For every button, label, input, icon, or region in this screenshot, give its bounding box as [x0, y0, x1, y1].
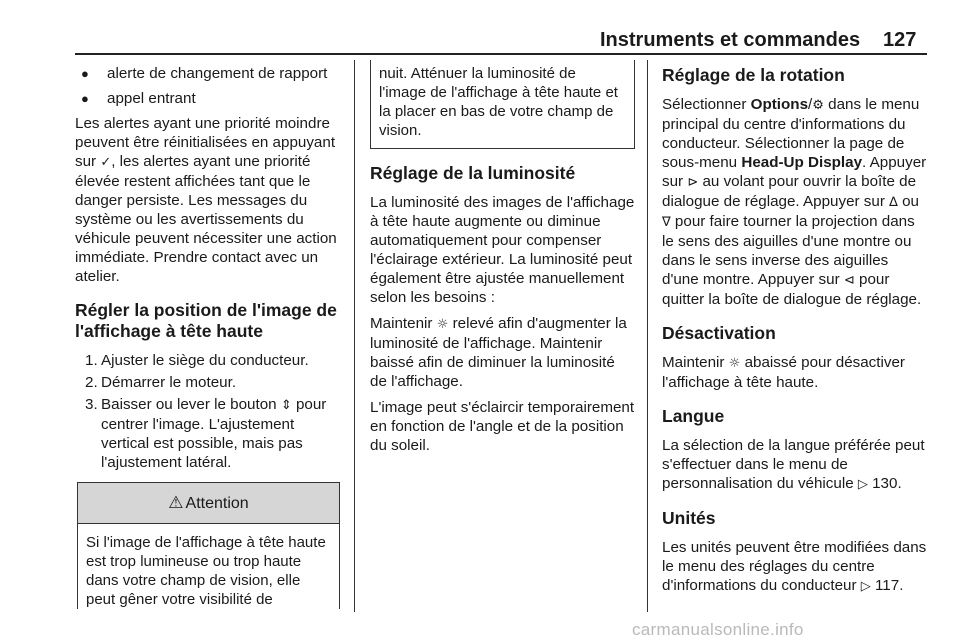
column-divider [647, 60, 648, 612]
attention-box-continued: nuit. Atténuer la luminosité de l'image de l'affichage à tête haute et la placer en bas de votre champ de vision. [370, 60, 635, 149]
list-item: 3. Baisser ou lever le bouton ⇕ pour centrer l'image. L'ajustement vertical est possible, mais pas l'ajustement latéral. [85, 396, 327, 471]
attention-title: Attention [185, 495, 249, 512]
text: Les alertes ayant une priorité moindre peuvent être réinitialisées en appuyant sur [75, 115, 336, 170]
column-2 [370, 62, 635, 462]
watermark: carmanualsonline.info [632, 620, 804, 639]
paragraph: La luminosité des images de l'affichage à tête haute augmente ou diminue automatiquement pour compenser l'éclairage extérieur. La luminosité peut également être ajustée manuellement selon les besoins : [370, 194, 635, 306]
section-heading: Unités [662, 508, 716, 528]
checkmark-icon: ✓ [100, 155, 112, 170]
section-heading: Réglage de la rotation [662, 65, 845, 85]
section-heading: Réglage de la luminosité [370, 163, 576, 183]
attention-box [77, 482, 340, 609]
paragraph: Maintenir ☼ abaissé pour désactiver l'affichage à tête haute. [662, 354, 905, 391]
warning-icon: ⚠ [168, 493, 184, 513]
paragraph: L'image peut s'éclaircir temporairement en fonction de l'angle et de la position du soleil. [370, 399, 635, 454]
brightness-icon: ☼ [436, 317, 449, 332]
column-3 [662, 62, 927, 603]
down-arrow-icon: ∇ [662, 215, 671, 230]
list-item: ● appel entrant [75, 89, 340, 108]
options-label: Options [750, 96, 809, 113]
paragraph: La sélection de la langue préférée peut s'effectuer dans le menu de personnalisation du véhicule ▷ 130. [662, 437, 925, 492]
page-reference-icon: ▷ [860, 579, 871, 594]
brightness-icon: ☼ [728, 356, 741, 371]
up-arrow-icon: ∆ [889, 195, 898, 210]
head-up-display-label: Head-Up Display [741, 154, 863, 171]
paragraph: Maintenir ☼ relevé afin d'augmenter la luminosité de l'affichage. Maintenir baissé afin de diminuer la luminosité de l'affichage. [370, 315, 627, 390]
list-item: 2. Démarrer le moteur. [85, 374, 237, 391]
right-arrow-icon: ⊳ [687, 175, 699, 190]
section-heading: Désactivation [662, 323, 776, 343]
paragraph [75, 114, 340, 286]
attention-header [78, 483, 339, 524]
column-1 [75, 62, 340, 609]
list-item: 1. Ajuster le siège du conducteur. [85, 352, 309, 369]
section-heading: Langue [662, 406, 725, 426]
text: , les alertes ayant une priorité élevée restent affichées tant que le danger persiste. Les messages du système ou les avertissements du véhicule peuvent nécessiter une action immédiate. Prendre contact avec un atelier. [75, 153, 337, 285]
header-divider [75, 53, 927, 55]
list-item: ● alerte de changement de rapport [75, 64, 340, 83]
left-arrow-icon: ⊲ [843, 273, 855, 288]
steps-list [75, 351, 340, 472]
paragraph: Les unités peuvent être modifiées dans le menu des réglages du centre d'informations du conducteur ▷ 117. [662, 539, 927, 594]
section-heading: Régler la position de l'image de l'affichage à tête haute [75, 300, 337, 341]
alert-list [75, 64, 340, 108]
page-header-title: Instruments et commandes [600, 29, 861, 51]
attention-text: Si l'image de l'affichage à tête haute est trop lumineuse ou trop haute dans votre champ de vision, elle peut gêner votre visibilité de [86, 534, 326, 608]
page-number: 127 [883, 29, 917, 51]
column-divider [354, 60, 355, 612]
paragraph: Sélectionner Options/⚙ dans le menu principal du centre d'informations du conducteur. Sélectionner la page de sous-menu Head-Up Display. Appuyer sur ⊳ au volant pour ouvrir la boîte de dialogue de réglage. Appuyer sur ∆ ou ∇ pour faire tourner la projection dans le sens des aiguilles d'une montre ou dans le sens inverse des aiguilles d'une montre. Appuyer sur ⊲ pour quitter la boîte de dialogue de réglage. [662, 96, 927, 308]
up-down-button-icon: ⇕ [280, 398, 292, 413]
page-reference-icon: ▷ [857, 477, 868, 492]
gear-icon: ⚙ [812, 98, 824, 113]
